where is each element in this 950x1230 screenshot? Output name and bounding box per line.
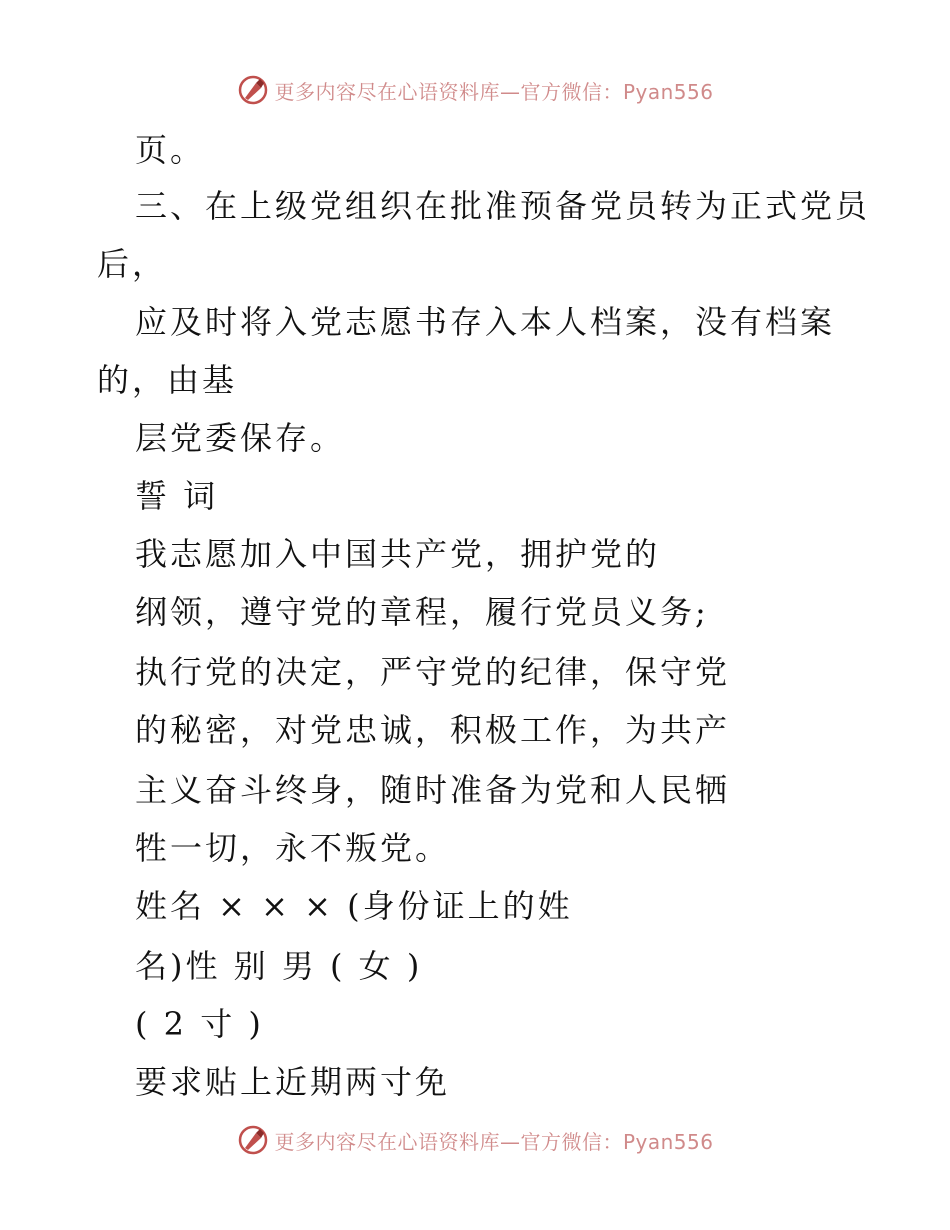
photo-size-label: ( 2 寸 ) bbox=[135, 1005, 264, 1043]
body-line: 执行党的决定，严守党的纪律，保守党 bbox=[135, 653, 731, 691]
form-field-gender: 名)性 别 男 ( 女 ) bbox=[135, 947, 423, 985]
header-watermark bbox=[0, 70, 950, 110]
body-line: 三、在上级党组织在批准预备党员转为正式党员 bbox=[135, 187, 871, 225]
section-heading-oath: 誓 词 bbox=[135, 477, 219, 515]
body-line: 应及时将入党志愿书存入本人档案，没有档案 bbox=[135, 303, 836, 341]
body-line: 的秘密，对党忠诚，积极工作，为共产 bbox=[135, 711, 731, 749]
header-watermark-text: 更多内容尽在心语资料库—官方微信：Pyan556 bbox=[274, 79, 714, 104]
body-line: 要求贴上近期两寸免 bbox=[135, 1063, 451, 1101]
form-field-name: 姓名 × × × (身份证上的姓 bbox=[135, 887, 573, 925]
body-line: 我志愿加入中国共产党，拥护党的 bbox=[135, 535, 661, 573]
pen-nib-logo-icon bbox=[236, 1123, 270, 1157]
footer-watermark bbox=[0, 1120, 950, 1160]
pen-nib-logo-icon bbox=[236, 73, 270, 107]
body-line: 页。 bbox=[135, 131, 206, 169]
body-line: 的，由基 bbox=[97, 361, 238, 399]
body-line: 纲领，遵守党的章程，履行党员义务; bbox=[135, 593, 709, 631]
footer-watermark-text: 更多内容尽在心语资料库—官方微信：Pyan556 bbox=[274, 1129, 714, 1154]
body-line: 牲一切，永不叛党。 bbox=[135, 829, 451, 867]
body-line: 层党委保存。 bbox=[135, 419, 346, 457]
body-line: 主义奋斗终身，随时准备为党和人民牺 bbox=[135, 771, 731, 809]
body-line: 后， bbox=[97, 245, 168, 283]
